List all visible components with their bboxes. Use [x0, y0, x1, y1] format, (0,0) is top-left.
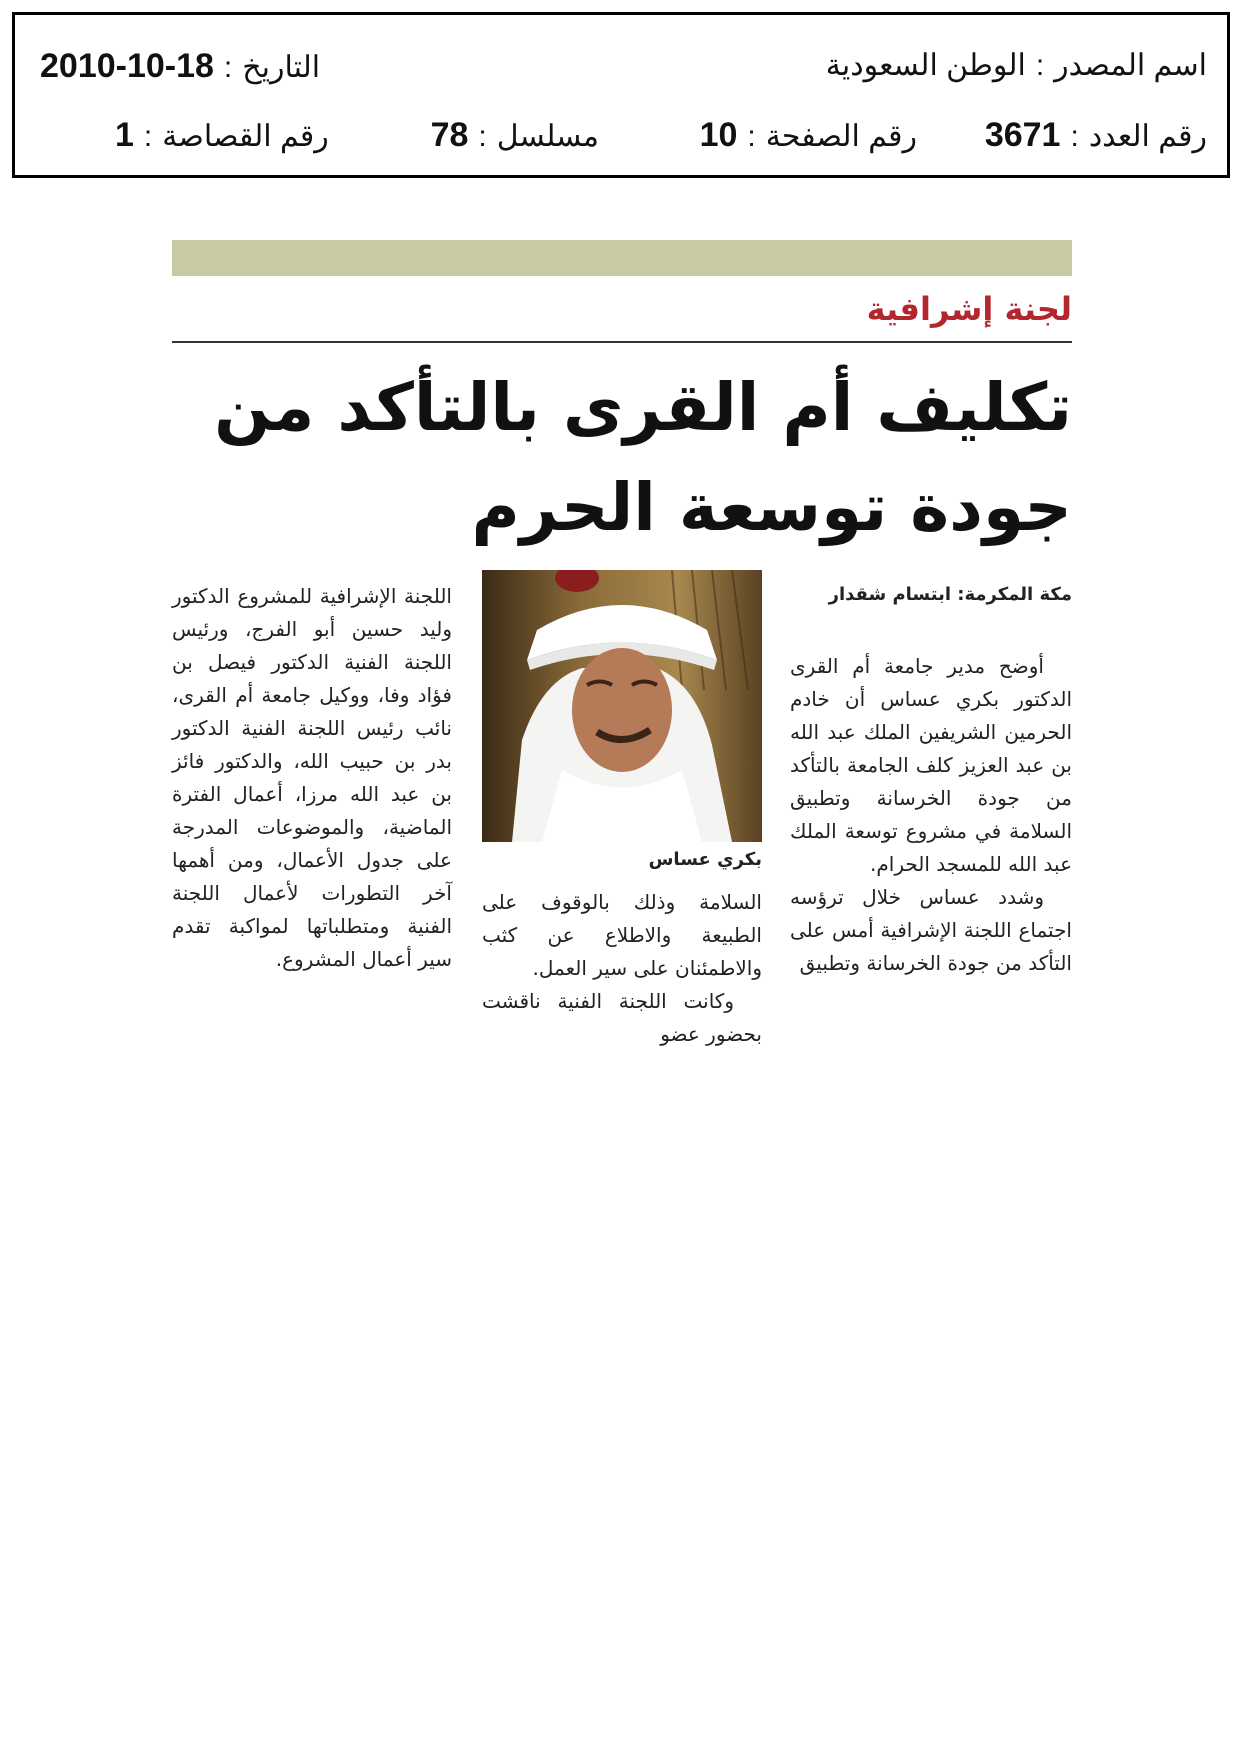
info-row-1 [15, 41, 1227, 91]
separator: : [478, 120, 487, 153]
column-middle [482, 580, 762, 1051]
date-label: التاريخ [242, 51, 321, 84]
kicker: لجنة إشرافية [866, 290, 1072, 328]
separator: : [1035, 49, 1045, 82]
issue-field [985, 110, 1207, 162]
headline: تكليف أم القرى بالتأكد من جودة توسعة الحرم [214, 369, 1072, 546]
paragraph: السلامة وذلك بالوقوف على الطبيعة والاطلاع عن كثب والاطمئنان على سير العمل. [482, 890, 762, 980]
separator: : [223, 51, 233, 84]
clip-label: رقم القصاصة [162, 120, 329, 153]
date-value: 2010-10-18 [40, 47, 214, 85]
page-field [700, 110, 917, 162]
page-value: 10 [699, 116, 738, 154]
paragraph: اللجنة الإشرافية للمشروع الدكتور وليد حسين أبو الفرج، ورئيس اللجنة الفنية الدكتور فيصل بن فؤاد وفا، ووكيل جامعة أم القرى، نائب رئيس اللجنة الفنية الدكتور بدر بن حبيب الله، والدكتور فائز بن عبد الله مرزا، أعمال الفترة الماضية، والموضوعات المدرجة على جدول الأعمال، ومن أهمها آخر التطورات لأعمال اللجنة الفنية ومتطلباتها لمواكبة تقدم سير أعمال المشروع. [172, 584, 452, 971]
date-field [40, 41, 320, 93]
page-label: رقم الصفحة [765, 120, 917, 153]
article-clipping [172, 240, 1072, 1090]
portrait-photo [482, 570, 762, 842]
issue-label: رقم العدد [1088, 120, 1207, 153]
byline: مكة المكرمة: ابتسام شقدار [828, 584, 1072, 605]
clip-field [115, 110, 329, 162]
info-row-2 [15, 110, 1227, 160]
source-field [826, 41, 1207, 91]
paragraph: وكانت اللجنة الفنية ناقشت بحضور عضو [482, 989, 762, 1046]
portrait-illustration [482, 570, 762, 842]
kicker-divider [172, 341, 1072, 343]
column-right [790, 580, 1072, 980]
source-label: اسم المصدر [1054, 49, 1207, 82]
column-left [172, 580, 452, 976]
serial-label: مسلسل [496, 120, 599, 153]
paragraph: أوضح مدير جامعة أم القرى الدكتور بكري عساس أن خادم الحرمين الشريفين الملك عبد الله بن عبد العزيز كلف الجامعة بالتأكد من جودة الخرسانة وتطبيق السلامة في مشروع توسعة الملك عبد الله للمسجد الحرام. [790, 654, 1072, 876]
source-value: الوطن السعودية [825, 49, 1026, 82]
clipping-info-box [12, 12, 1230, 178]
serial-value: 78 [430, 116, 469, 154]
serial-field [431, 110, 599, 162]
separator: : [143, 120, 153, 153]
clip-value: 1 [115, 116, 134, 154]
top-color-band [172, 240, 1072, 276]
separator: : [747, 120, 756, 153]
paragraph: وشدد عساس خلال ترؤسه اجتماع اللجنة الإشرافية أمس على التأكد من جودة الخرسانة وتطبيق [790, 885, 1072, 975]
separator: : [1070, 120, 1079, 153]
issue-value: 3671 [984, 116, 1061, 154]
photo-caption: بكري عساس [648, 849, 762, 870]
